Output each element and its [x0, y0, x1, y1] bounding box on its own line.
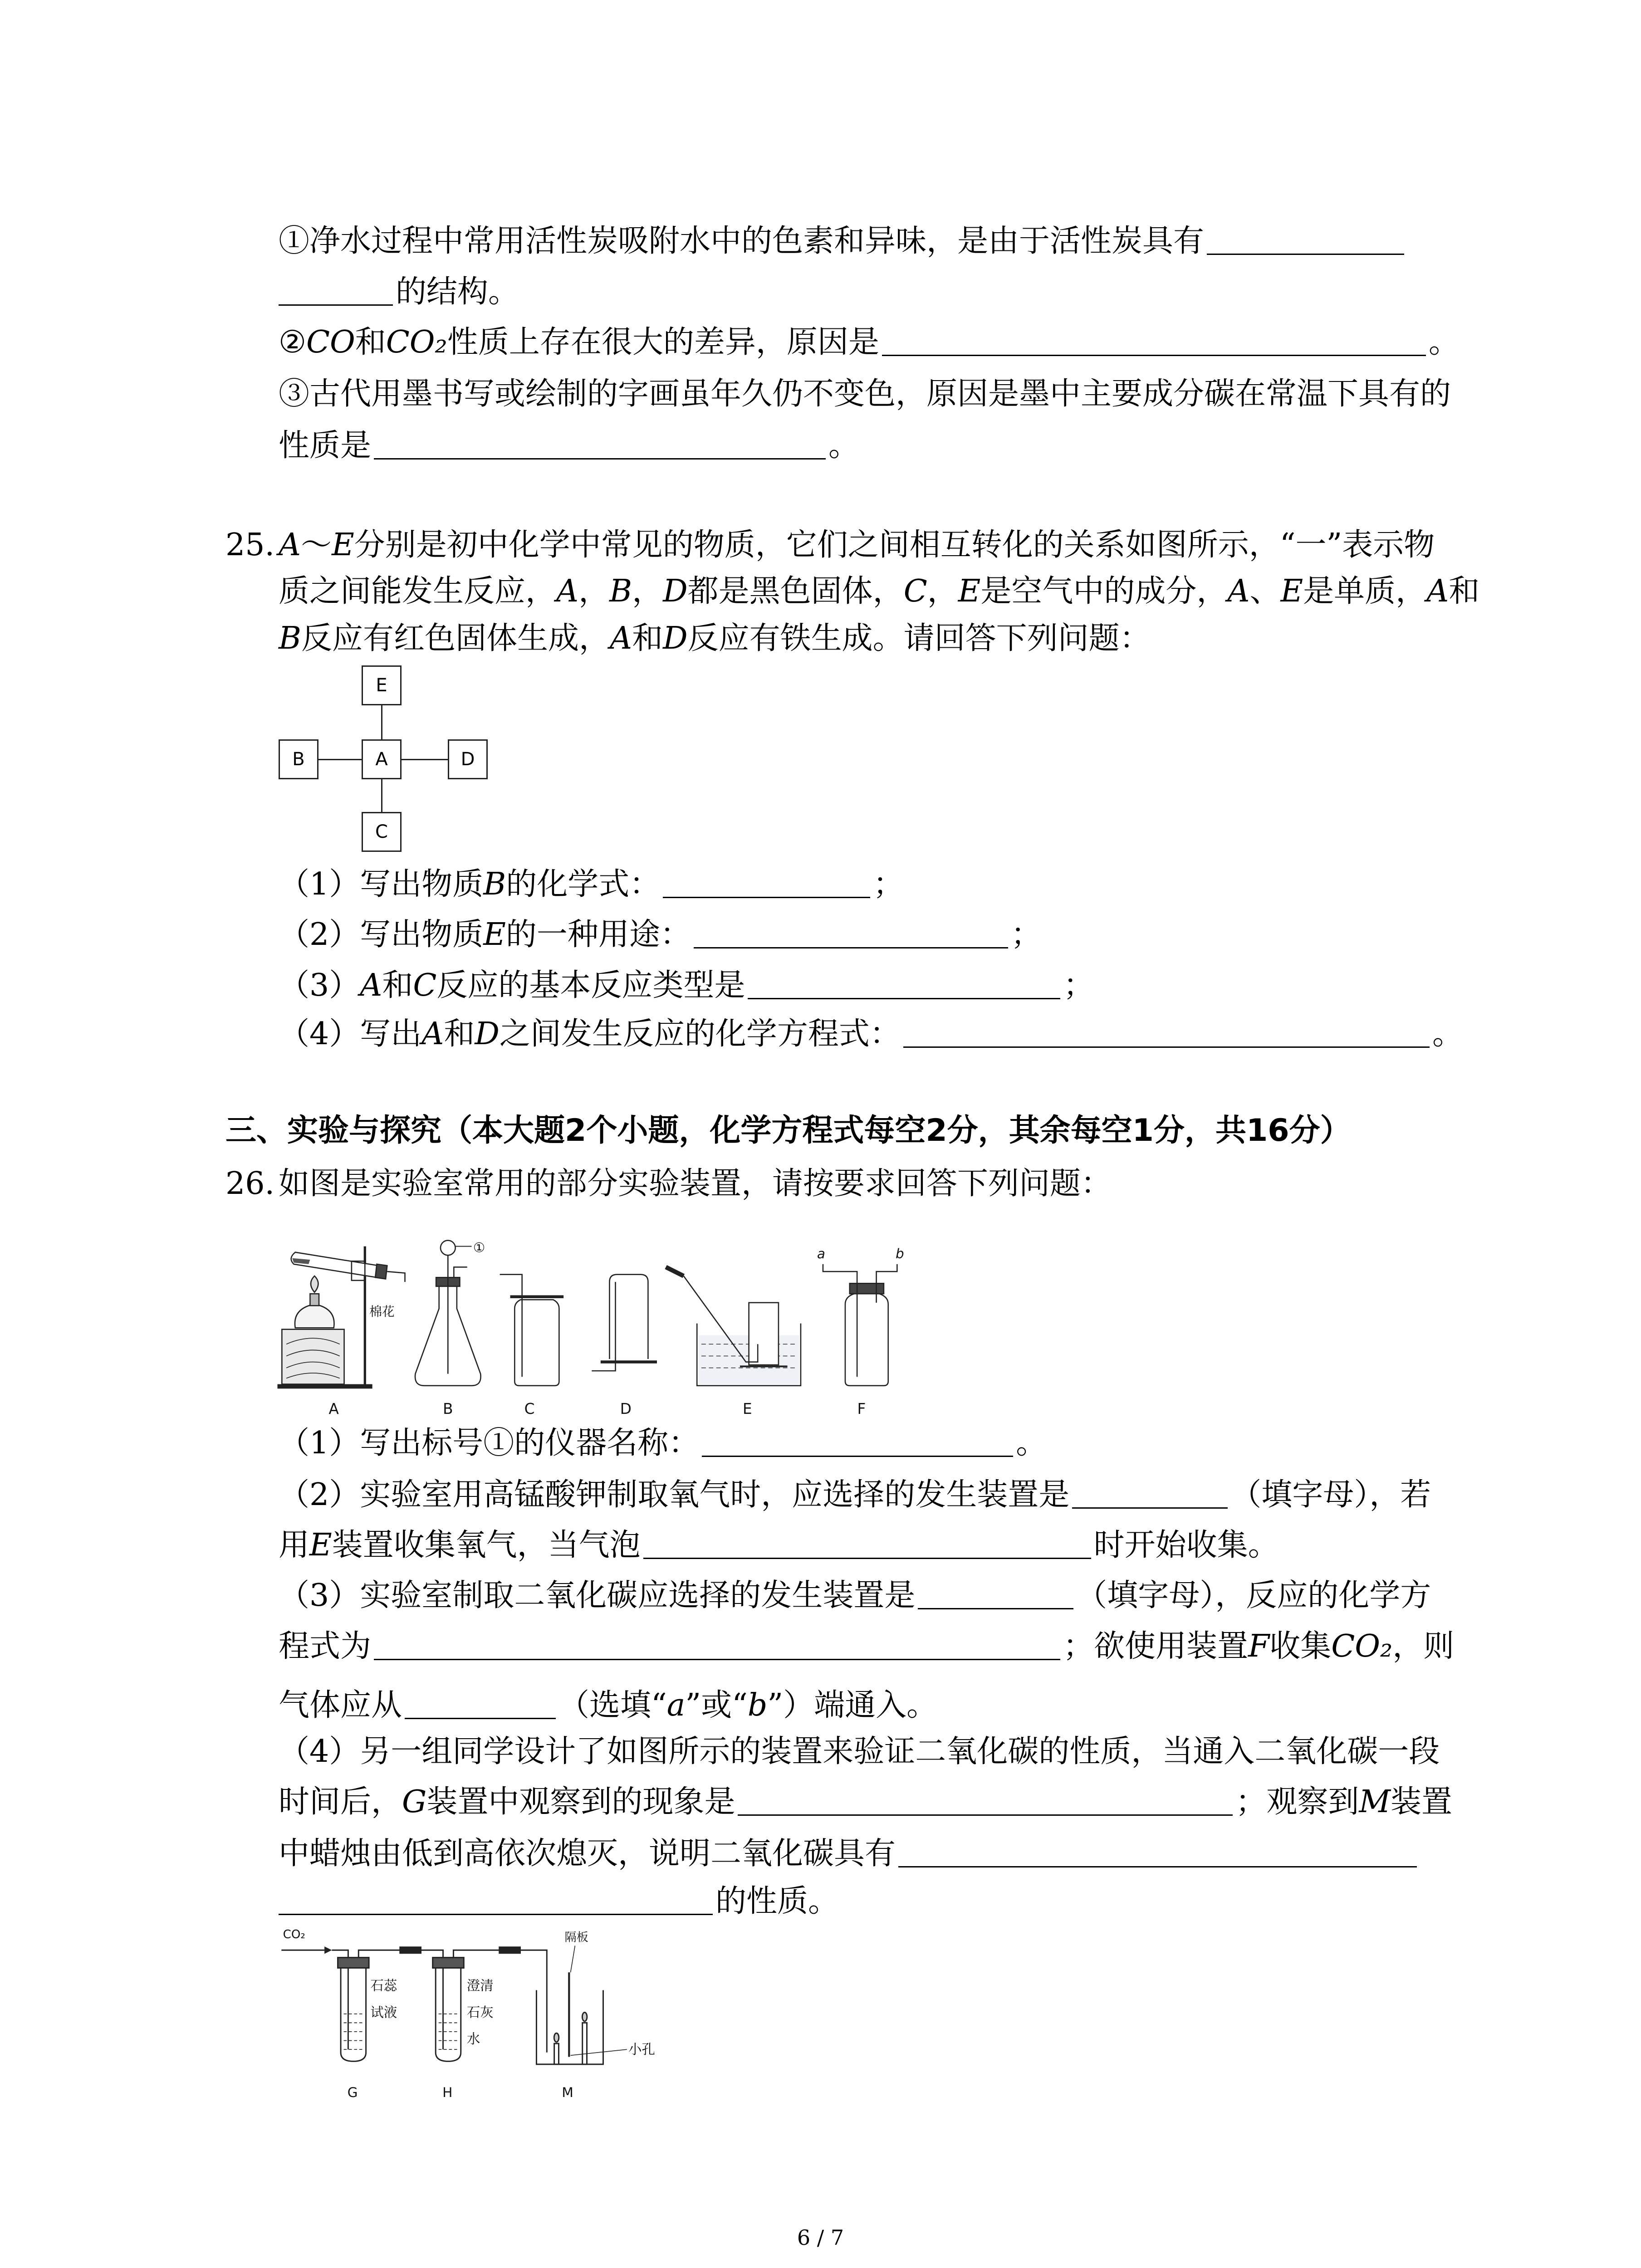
apparatus-c	[500, 1275, 564, 1386]
answer-blank	[405, 1712, 556, 1719]
q25-part2	[279, 917, 1042, 953]
answer-blank	[738, 1809, 1233, 1816]
stand-base	[278, 1384, 372, 1389]
port-a-label: a	[817, 1246, 825, 1261]
q25-stem-line3	[279, 621, 1151, 657]
flame-icon	[311, 1276, 318, 1292]
g-reagent-label: 石蕊	[370, 1978, 397, 1994]
hole-leader	[571, 2049, 627, 2055]
apparatus-figure	[274, 1237, 912, 1420]
q26-part4-text: （4）另一组同学设计了如图所示的装置来验证二氧化碳的性质，当通入二氧化碳一段	[279, 1734, 1440, 1769]
q25-part3-text: （3）A和C反应的基本反应类型是	[279, 968, 745, 1003]
q25-part4-text: （4）写出A和D之间发生反应的化学方程式：	[279, 1016, 901, 1052]
q25-stem-text: 质之间能发生反应，A，B，D都是黑色固体，C，E是空气中的成分，A、E是单质，A和	[279, 573, 1480, 609]
q26-part2-text2: 用E装置收集氧气，当气泡	[279, 1527, 641, 1563]
port-b-label: b	[896, 1246, 904, 1261]
h-reagent-label: 澄清	[466, 1978, 494, 1994]
answer-blank	[643, 1552, 1091, 1559]
q25-part2-end: ；	[1010, 917, 1042, 953]
connector-line	[402, 759, 448, 760]
beaker-m	[520, 1931, 655, 2064]
q26-part3-line1	[279, 1578, 1431, 1614]
diagram-box-b: B	[279, 739, 318, 779]
q25-stem-line2	[279, 573, 1479, 610]
figure-label-h: H	[442, 2084, 453, 2100]
delivery-tube	[454, 1267, 467, 1277]
figure-label-a: A	[328, 1400, 339, 1418]
q26-part4-line1	[279, 1734, 1440, 1770]
low-candle	[554, 2043, 559, 2064]
q26-part4-tail: ；观察到M装置	[1235, 1784, 1453, 1820]
outlet-tube	[453, 1950, 499, 1957]
q26-part4-end: 的性质。	[715, 1883, 839, 1919]
q25-part2-text: （2）写出物质E的一种用途：	[279, 917, 691, 953]
co2-experiment-figure	[274, 1922, 667, 2103]
q26-part3-text2: 程式为	[279, 1628, 372, 1664]
q26-part2-line1	[279, 1477, 1431, 1513]
q25-part1-text: （1）写出物质B的化学式：	[279, 866, 661, 902]
q24-item3-line1	[279, 376, 1451, 412]
alcohol-lamp	[295, 1304, 334, 1328]
apparatus-f	[817, 1246, 904, 1386]
answer-blank	[374, 453, 826, 459]
figure-label-g: G	[347, 2084, 358, 2100]
marker-label: ①	[473, 1240, 485, 1256]
q24-item2	[279, 324, 1460, 361]
diagram-box-a: A	[362, 739, 402, 779]
q26-part3-line3	[279, 1687, 937, 1724]
apparatus-b	[415, 1240, 485, 1386]
q24-item2-end: 。	[1428, 324, 1460, 360]
diagram-box-c: C	[362, 812, 402, 852]
q25-part3-end: ；	[1063, 968, 1094, 1003]
page-number: 6 / 7	[797, 2225, 844, 2250]
apparatus-e	[666, 1267, 801, 1385]
rubber-connector	[500, 1947, 520, 1953]
inverted-gas-jar	[749, 1303, 779, 1365]
q26-stem-text: 如图是实验室常用的部分实验装置，请按要求回答下列问题：	[279, 1166, 1112, 1202]
rubber-connector	[400, 1947, 421, 1953]
answer-blank	[279, 1908, 713, 1915]
answer-blank	[663, 891, 870, 898]
q25-stem-text: A～E分别是初中化学中常见的物质，它们之间相互转化的关系如图所示，“一”表示物	[279, 527, 1435, 563]
gas-jar	[514, 1300, 559, 1386]
q26-part3-end: （选填“a”或“b”）端通入。	[558, 1687, 938, 1723]
cotton-label: 棉花	[369, 1304, 395, 1320]
q24-item1-line2	[279, 274, 519, 310]
tube-h	[421, 1950, 500, 2061]
apparatus-labels	[329, 1400, 866, 1418]
stopper	[433, 1958, 464, 1968]
q26-part4-text3: 中蜡烛由低到高依次熄灭，说明二氧化碳具有	[279, 1836, 896, 1872]
connector-line	[381, 705, 382, 739]
answer-blank	[702, 1450, 1013, 1457]
answer-blank	[748, 992, 1060, 999]
q24-item1-text: ①净水过程中常用活性炭吸附水中的色素和异味，是由于活性炭具有	[279, 223, 1205, 259]
hole-label: 小孔	[628, 2042, 655, 2058]
wood-block	[282, 1330, 344, 1384]
figure-label-f: F	[857, 1400, 866, 1418]
co2-label: CO₂	[283, 1928, 305, 1942]
q25-part4-end: 。	[1432, 1016, 1463, 1052]
q26-part2-text: （2）实验室用高锰酸钾制取氧气时，应选择的发生装置是	[279, 1477, 1070, 1513]
diagram-box-d: D	[448, 739, 488, 779]
figure-label-m: M	[562, 2084, 573, 2100]
answer-blank	[1072, 1502, 1228, 1509]
q25-part3	[279, 968, 1094, 1004]
answer-blank	[882, 349, 1426, 356]
co2-figure-labels	[348, 2085, 573, 2100]
question-number: 26.	[225, 1166, 275, 1202]
q26-part1-text: （1）写出标号①的仪器名称：	[279, 1425, 700, 1461]
figure-label-d: D	[620, 1400, 632, 1418]
h-reagent-label: 石灰	[466, 2004, 494, 2020]
q26-part2-line2	[279, 1527, 1279, 1564]
q26-part1-end: 。	[1016, 1425, 1047, 1461]
apparatus-d	[592, 1275, 657, 1371]
g-reagent-label: 试液	[370, 2004, 397, 2020]
section-heading: 三、实验与探究（本大题2个小题，化学方程式每空2分，其余每空1分，共16分）	[225, 1113, 1351, 1149]
q26-stem	[225, 1166, 1112, 1202]
q24-item3-text2: 性质是	[279, 428, 372, 464]
gas-bottle	[845, 1294, 888, 1386]
answer-blank	[279, 299, 393, 306]
inlet-tube	[520, 1950, 547, 2052]
arrow-icon	[324, 1946, 332, 1954]
rubber-tube	[666, 1267, 684, 1276]
q26-part4-text2: 时间后，G装置中观察到的现象是	[279, 1784, 735, 1820]
q25-part1-end: ；	[873, 866, 904, 902]
q24-item1-end: 的结构。	[396, 274, 519, 310]
q26-part1	[279, 1425, 1047, 1461]
tube-g	[332, 1950, 400, 2061]
delivery-tube	[387, 1271, 405, 1282]
q25-part4	[279, 1016, 1463, 1052]
q25-stem-text: B反应有红色固体生成，A和D反应有铁生成。请回答下列问题：	[279, 621, 1151, 656]
q26-part4-line3	[279, 1836, 1420, 1872]
connector-line	[318, 759, 362, 760]
q25-stem-line1	[225, 527, 1435, 563]
q26-part4-line4	[279, 1883, 839, 1920]
q24-item2-text: ②CO和CO₂性质上存在很大的差异，原因是	[279, 324, 879, 360]
outlet-tube	[358, 1950, 400, 1957]
answer-blank	[903, 1041, 1430, 1048]
q26-part3-tail: （填字母），反应的化学方	[1076, 1578, 1431, 1613]
question-number: 25.	[225, 527, 275, 563]
funnel-bulb	[441, 1241, 456, 1256]
stopper	[338, 1958, 369, 1968]
bottle-stopper	[850, 1283, 884, 1294]
answer-blank	[374, 1653, 1060, 1660]
answer-blank	[1207, 248, 1404, 255]
answer-blank	[918, 1603, 1073, 1609]
connector-line	[381, 779, 382, 812]
h-reagent-label: 水	[466, 2031, 480, 2047]
answer-blank	[898, 1861, 1417, 1867]
q24-item3-text: ③古代用墨书写或绘制的字画虽年久仍不变色，原因是墨中主要成分碳在常温下具有的	[279, 376, 1451, 412]
lamp-cap	[310, 1294, 319, 1305]
q24-item3-end: 。	[828, 428, 860, 464]
q25-part1	[279, 866, 904, 903]
figure-label-e: E	[742, 1400, 752, 1418]
high-candle	[583, 2023, 587, 2064]
answer-blank	[694, 942, 1008, 948]
q26-part2-tail: （填字母），若	[1230, 1477, 1431, 1513]
flame-icon	[554, 2033, 558, 2042]
q26-part2-end: 时开始收集。	[1093, 1527, 1279, 1563]
rubber-stopper	[375, 1264, 387, 1279]
q26-part3-tail2: ；欲使用装置F收集CO₂，则	[1063, 1628, 1455, 1664]
q26-part3-text3: 气体应从	[279, 1687, 402, 1723]
q26-part3-line2	[279, 1628, 1454, 1665]
q26-part3-text: （3）实验室制取二氧化碳应选择的发生装置是	[279, 1578, 916, 1613]
partition-leader	[571, 1945, 575, 1972]
q24-item1-line1	[279, 223, 1407, 259]
diagram-box-e: E	[362, 665, 402, 705]
flame-icon	[582, 2013, 587, 2022]
figure-label-c: C	[524, 1400, 535, 1418]
apparatus-a	[278, 1246, 405, 1389]
q26-part4-line2	[279, 1784, 1452, 1820]
figure-label-b: B	[443, 1400, 453, 1418]
partition-label: 隔板	[564, 1931, 588, 1945]
q24-item3-line2	[279, 428, 859, 464]
